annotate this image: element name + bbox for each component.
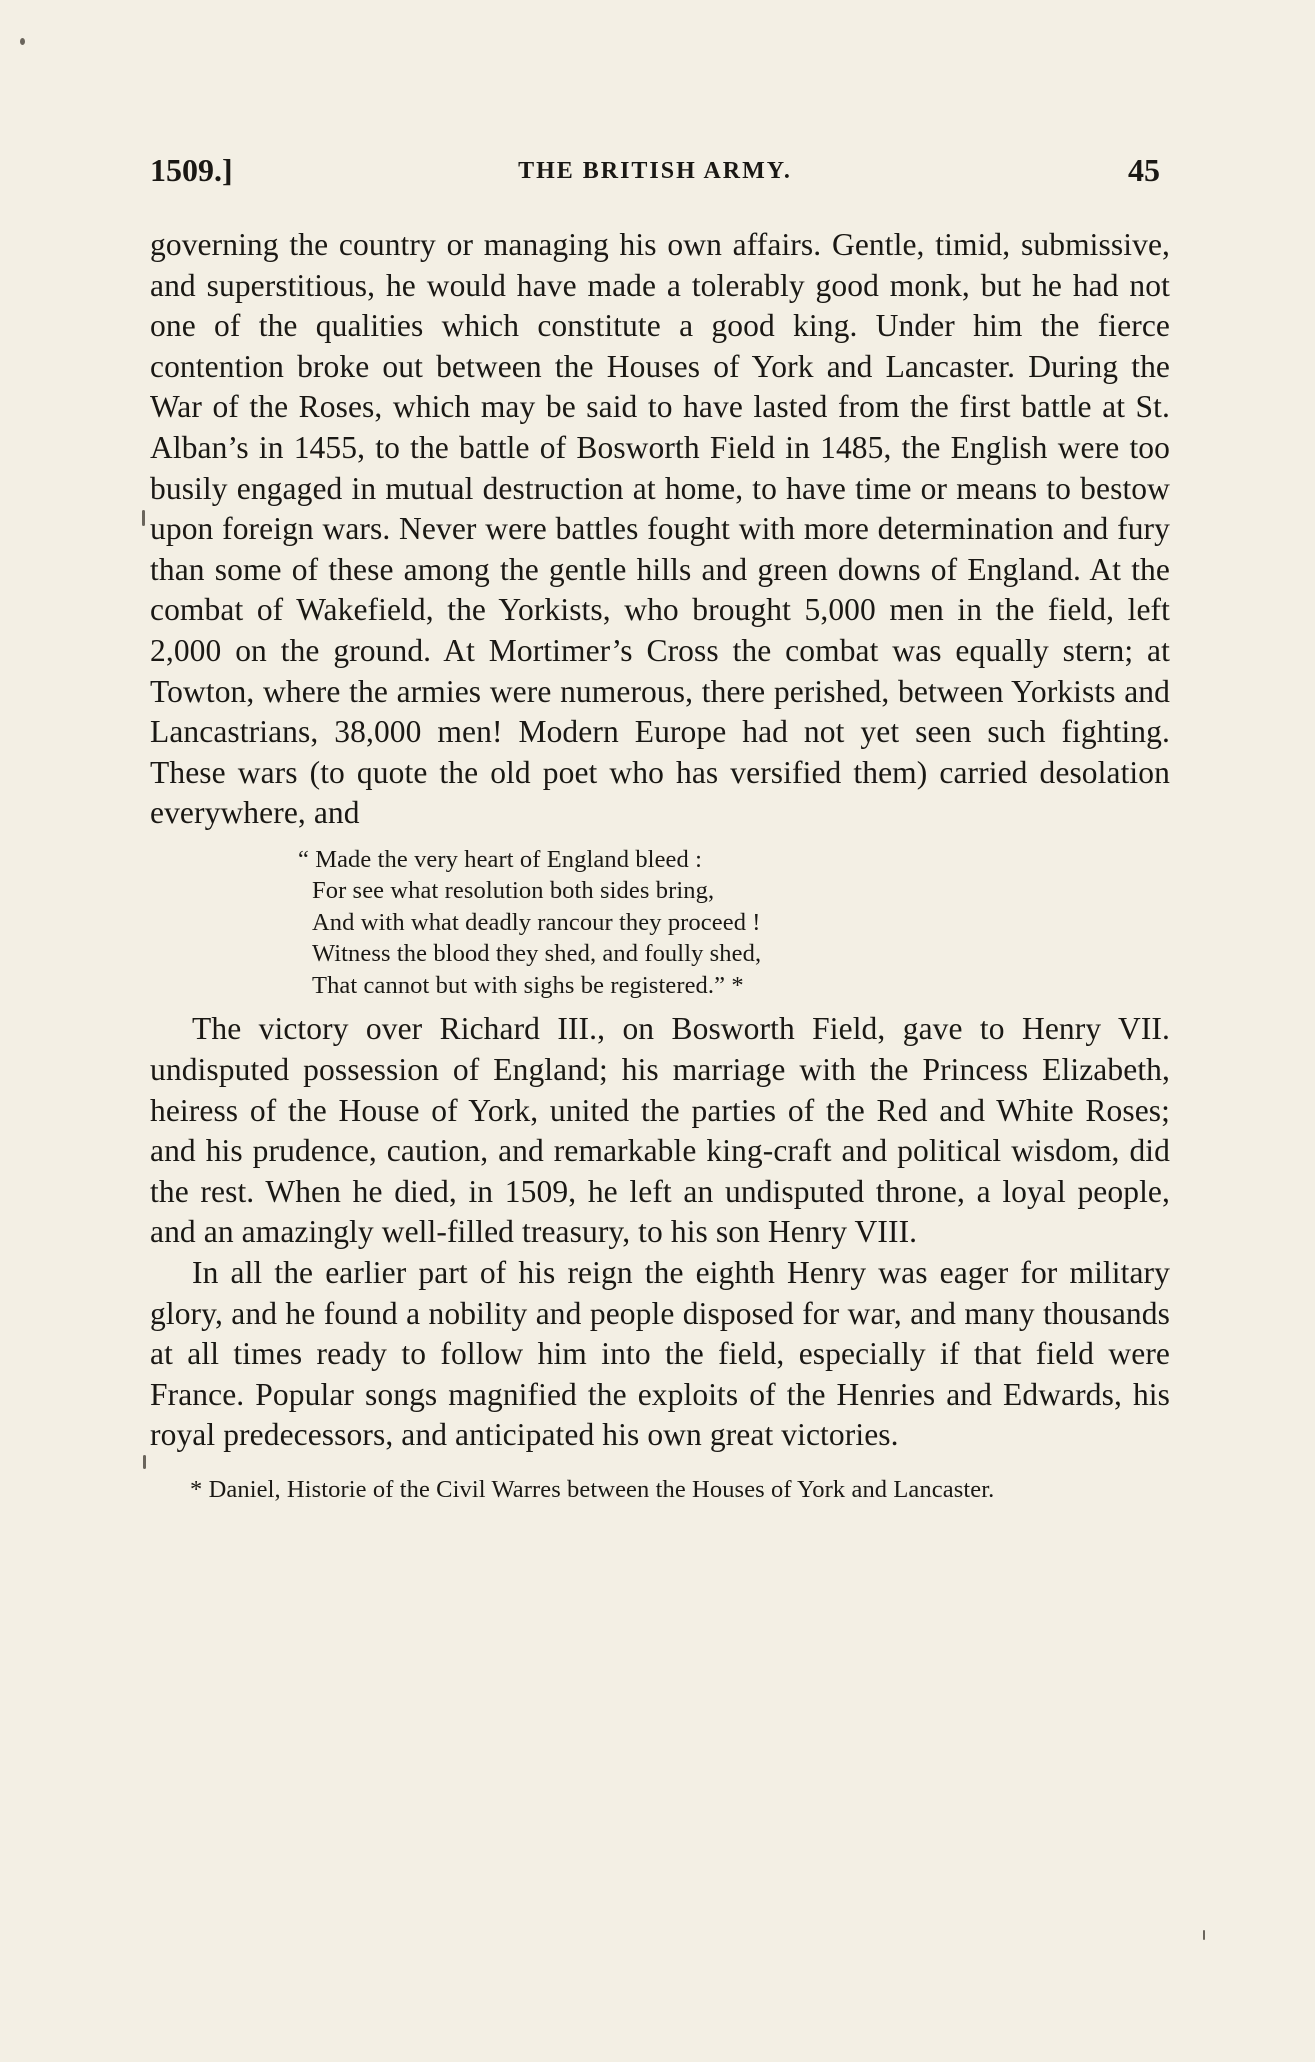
verse-quotation: [150, 844, 1170, 1002]
verse-line-1: “ Made the very heart of England bleed :: [298, 845, 703, 873]
page-header: [150, 152, 1160, 200]
page-body: [150, 225, 1170, 1505]
footnote: [150, 1474, 1170, 1505]
ink-speck: [142, 510, 145, 526]
paragraph-1: governing the country or managing his own affairs. Gentle, timid, submissive, and superstitious, he would have made a tolerably good monk, but he had not one of the qualities which constitute a good king. Under him the fierce contention broke out between the Houses of York and Lancaster. During the War of the Roses, which may be said to have lasted from the first battle at St. Alban’s in 1455, to the battle of Bosworth Field in 1485, the English were too busily engaged in mutual destruction at home, to have time or means to bestow upon foreign wars. Never were battles fought with more determination and fury than some of these among the gentle hills and green downs of England. At the combat of Wakefield, the Yorkists, who brought 5,000 men in the field, left 2,000 on the ground. At Mortimer’s Cross the combat was equally stern; at Towton, where the armies were numerous, there perished, between Yorkists and Lancastrians, 38,000 men! Modern Europe had not yet seen such fighting. These wars (to quote the old poet who has versified them) carried desolation everywhere, and: [150, 227, 1170, 831]
ink-speck: [143, 1455, 146, 1469]
running-title: THE BRITISH ARMY.: [518, 158, 792, 184]
verse-line-5: That cannot but with sighs be registered.” *: [312, 971, 744, 999]
ink-speck: [1203, 1930, 1205, 1940]
page-number: 45: [1128, 152, 1160, 188]
header-year: 1509.]: [150, 152, 233, 188]
verse-line-4: Witness the blood they shed, and foully shed,: [312, 940, 762, 968]
verse-line-2: For see what resolution both sides bring,: [312, 877, 715, 905]
ink-speck: [20, 38, 25, 45]
verse-line-3: And with what deadly rancour they proceed !: [312, 908, 761, 936]
footnote-text: * Daniel, Historie of the Civil Warres between the Houses of York and Lancaster.: [190, 1475, 995, 1503]
paragraph-2: The victory over Richard III., on Bosworth Field, gave to Henry VII. undisputed possession of England; his marriage with the Princess Elizabeth, heiress of the House of York, united the parties of the Red and White Roses; and his prudence, caution, and remarkable king-craft and political wisdom, did the rest. When he died, in 1509, he left an undisputed throne, a loyal people, and an amazingly well-filled treasury, to his son Henry VIII.: [150, 1011, 1170, 1250]
paragraph-3: In all the earlier part of his reign the eighth Henry was eager for military glory, and he found a nobility and people disposed for war, and many thousands at all times ready to follow him into the field, especially if that field were France. Popular songs magnified the exploits of the Henries and Edwards, his royal predecessors, and anticipated his own great victories.: [150, 1254, 1170, 1453]
